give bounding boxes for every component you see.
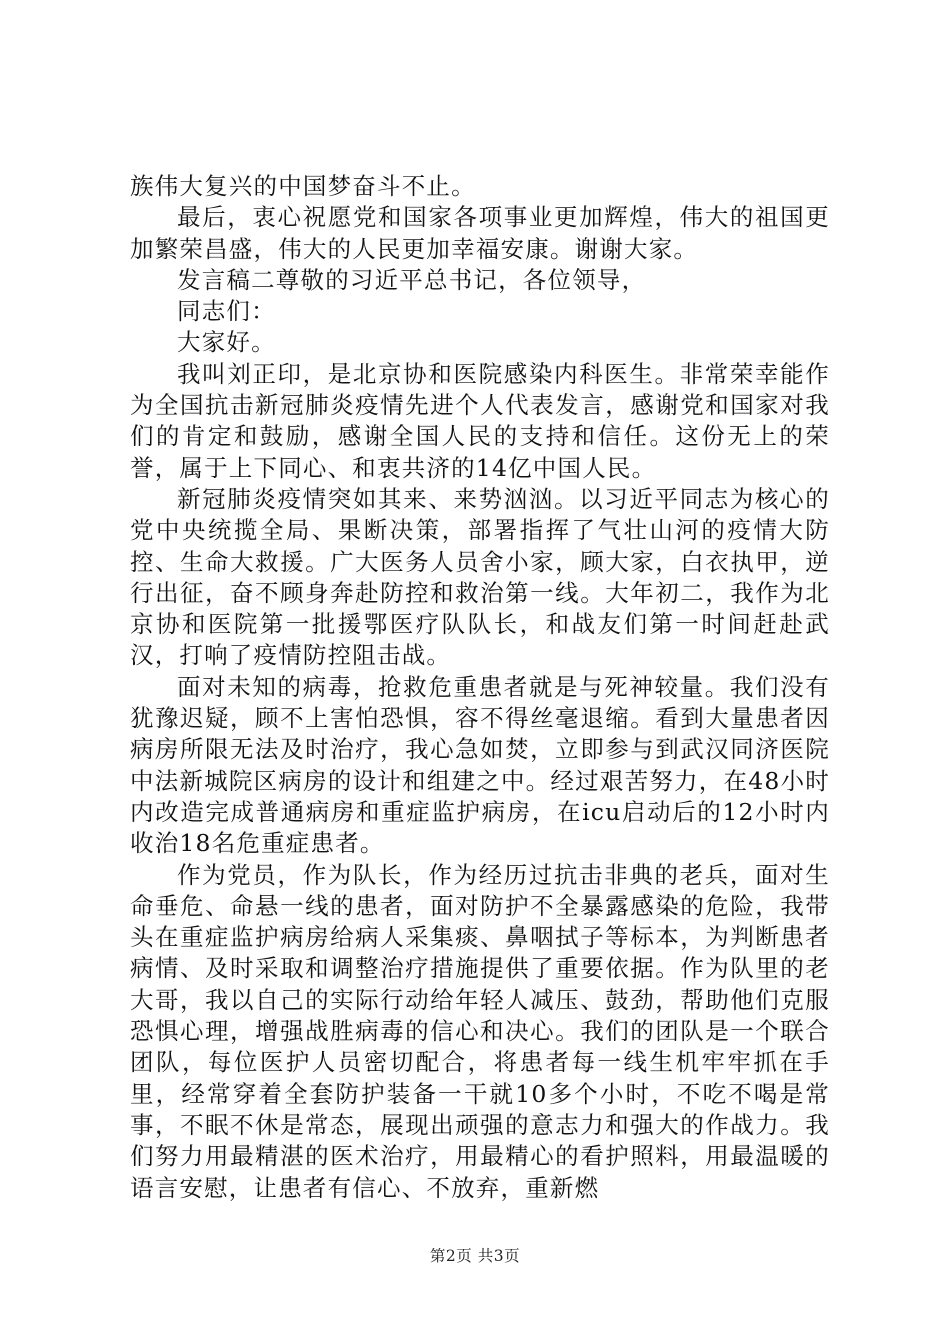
- page-footer: [0, 1244, 950, 1266]
- document-body: [130, 171, 830, 1204]
- paragraph-greeting: 大家好。: [177, 328, 276, 357]
- paragraph-continuation: 族伟大复兴的中国梦奋斗不止。: [130, 172, 476, 200]
- paragraph-party-member: 作为党员，作为队长，作为经历过抗击非典的老兵，面对生命垂危、命悬一线的患者，面对防护不全暴露感染的危险，我带头在重症监护病房给病人采集痰、鼻咽拭子等标本，为判断患者病情、及时采取和调整治疗措施提供了重要依据。作为队里的老大哥，我以自己的实际行动给年轻人减压、鼓劲，帮助他们克服恐惧心理，增强战胜病毒的信心和决心。我们的团队是一个联合团队，每位医护人员密切配合，将患者每一线生机牢牢抓在手里，经常穿着全套防护装备一干就10多个小时，不吃不喝是常事，不眠不休是常态，展现出顽强的意志力和强大的作战力。我们努力用最精湛的医术治疗，用最精心的看护照料，用最温暖的语言安慰，让患者有信心、不放弃，重新燃: [130, 860, 830, 1202]
- paragraph-facing-virus: 面对未知的病毒，抢救危重患者就是与死神较量。我们没有犹豫迟疑，顾不上害怕恐惧，容不得丝毫退缩。看到大量患者因病房所限无法及时治疗，我心急如焚，立即参与到武汉同济医院中法新城院区病房的设计和组建之中。经过艰苦努力，在48小时内改造完成普通病房和重症监护病房，在icu启动后的12小时内收治18名危重症患者。: [130, 672, 830, 858]
- paragraph-speech-two-salutation: 发言稿二尊敬的习近平总书记，各位领导，: [177, 265, 647, 294]
- page-number-label: 第2页 共3页: [429, 1247, 521, 1265]
- paragraph-comrades: 同志们：: [177, 297, 276, 326]
- paragraph-introduction: 我叫刘正印，是北京协和医院感染内科医生。非常荣幸能作为全国抗击新冠肺炎疫情先进个人代表发言，感谢党和国家对我们的肯定和鼓励，感谢全国人民的支持和信任。这份无上的荣誉，属于上下同心、和衷共济的14亿中国人民。: [130, 359, 830, 482]
- paragraph-epidemic-response: 新冠肺炎疫情突如其来、来势汹汹。以习近平同志为核心的党中央统揽全局、果断决策，部署指挥了气壮山河的疫情大防控、生命大救援。广大医务人员舍小家，顾大家，白衣执甲，逆行出征，奋不顾身奔赴防控和救治第一线。大年初二，我作为北京协和医院第一批援鄂医疗队队长，和战友们第一时间赶赴武汉，打响了疫情防控阻击战。: [130, 484, 830, 670]
- paragraph-closing-wishes: 最后，衷心祝愿党和国家各项事业更加辉煌，伟大的祖国更加繁荣昌盛，伟大的人民更加幸福安康。谢谢大家。: [130, 203, 830, 263]
